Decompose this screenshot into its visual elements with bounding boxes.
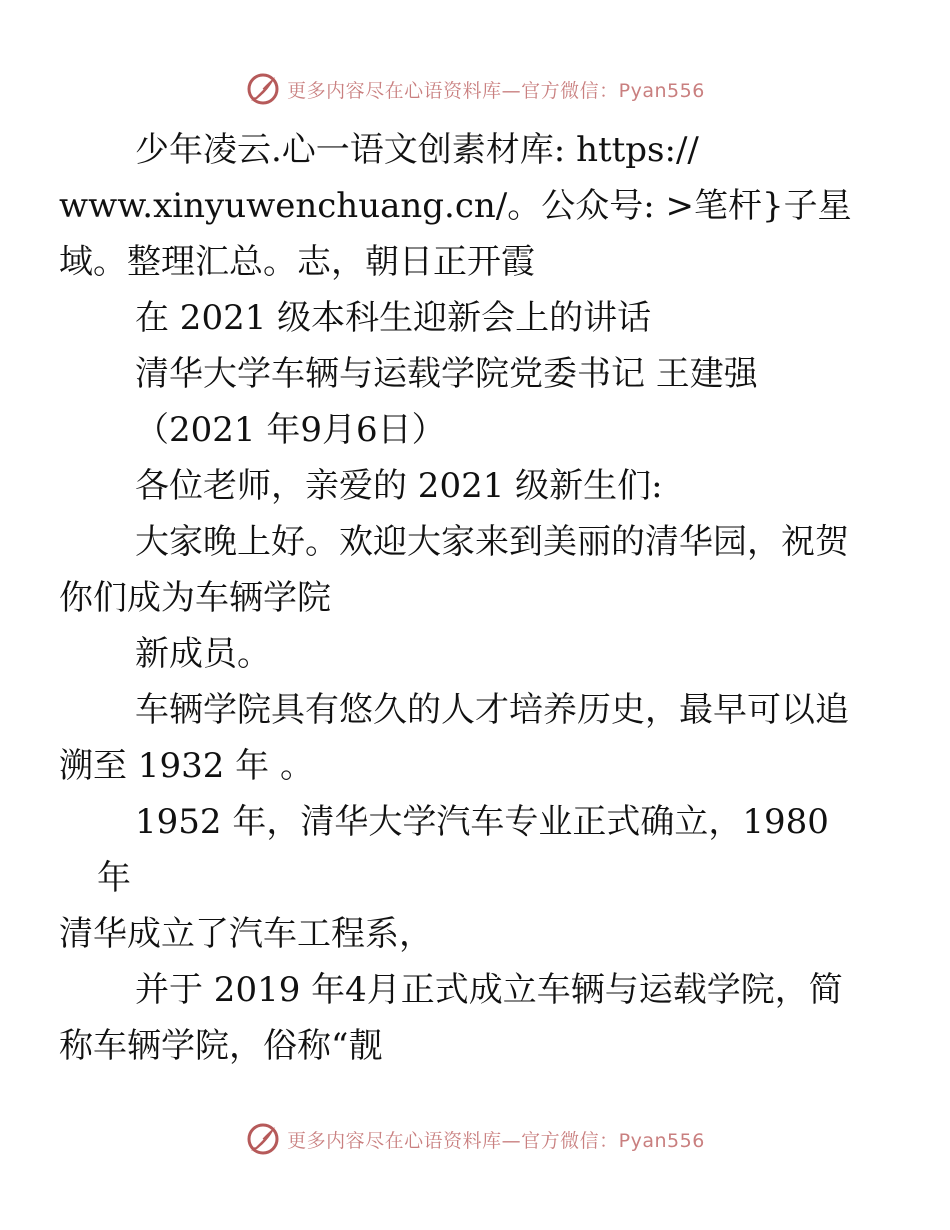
text-line: 少年凌云.心一语文创素材库: https:// bbox=[135, 130, 699, 170]
feather-pen-circle-icon bbox=[245, 71, 281, 107]
text-line: 各位老师，亲爱的 2021 级新生们: bbox=[135, 466, 663, 506]
text-line: 大家晚上好。欢迎大家来到美丽的清华园，祝贺 bbox=[135, 522, 849, 562]
paragraph-greeting bbox=[59, 514, 857, 626]
text-line: 在 2021 级本科生迎新会上的讲话 bbox=[135, 298, 652, 338]
paragraph-1952 bbox=[59, 794, 857, 962]
banner-wechat: 官方微信：Pyan556 bbox=[521, 1129, 705, 1152]
text-line: www.xinyuwenchuang.cn/。公众号: >笔杆}子星 bbox=[59, 186, 852, 226]
speech-title bbox=[97, 290, 857, 346]
paragraph-2019 bbox=[59, 962, 857, 1074]
text-line: 清华大学车辆与运载学院党委书记 王建强 bbox=[135, 354, 758, 394]
speech-date bbox=[97, 402, 857, 458]
paragraph-new-member bbox=[97, 626, 857, 682]
paragraph-source bbox=[59, 122, 857, 290]
text-line: 溯至 1932 年 。 bbox=[59, 746, 314, 786]
text-line: 车辆学院具有悠久的人才培养历史，最早可以追 bbox=[135, 690, 849, 730]
footer-banner bbox=[0, 1120, 950, 1158]
header-banner bbox=[0, 70, 950, 108]
salutation bbox=[97, 458, 857, 514]
text-line: 并于 2019 年4月正式成立车辆与运载学院，简 bbox=[135, 970, 843, 1010]
banner-separator: — bbox=[501, 1129, 522, 1152]
document-body bbox=[59, 122, 857, 1074]
text-line: 域。整理汇总。志，朝日正开霞 bbox=[59, 242, 535, 282]
text-line: 清华成立了汽车工程系， bbox=[59, 914, 433, 954]
feather-pen-circle-icon bbox=[245, 1121, 281, 1157]
text-line: 称车辆学院，俗称“靓 bbox=[59, 1026, 383, 1066]
banner-site-name: 更多内容尽在心语资料库 bbox=[287, 79, 502, 102]
banner-wechat: 官方微信：Pyan556 bbox=[521, 79, 705, 102]
text-line: （2021 年9月6日） bbox=[135, 410, 446, 450]
speaker-line bbox=[97, 346, 857, 402]
banner-site-name: 更多内容尽在心语资料库 bbox=[287, 1129, 502, 1152]
banner-text bbox=[287, 1126, 705, 1153]
banner-separator: — bbox=[501, 79, 522, 102]
text-line: 1952 年，清华大学汽车专业正式确立，1980 年 bbox=[97, 802, 829, 898]
paragraph-history bbox=[59, 682, 857, 794]
banner-text bbox=[287, 76, 705, 103]
text-line: 新成员。 bbox=[135, 634, 271, 674]
text-line: 你们成为车辆学院 bbox=[59, 578, 331, 618]
